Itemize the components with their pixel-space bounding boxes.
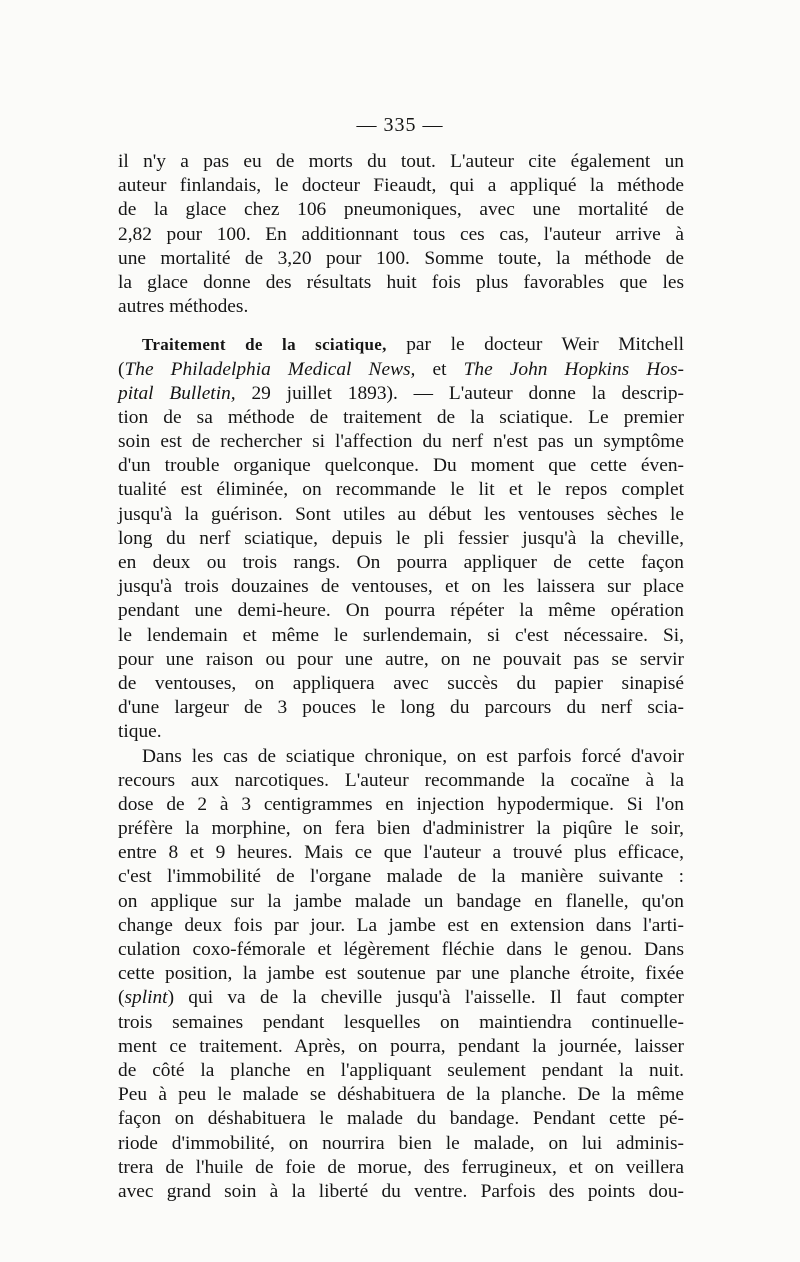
text-line: recours aux narcotiques. L'auteur recommande la cocaïne à la xyxy=(118,769,684,791)
text-span: ) qui va de la cheville jusqu'à l'aisselle. Il faut compter xyxy=(167,987,684,1009)
text-line: de côté la planche en l'appliquant seulement pendant la nuit. xyxy=(118,1059,684,1081)
text-line: tion de sa méthode de traitement de la sciatique. Le premier xyxy=(118,406,684,428)
journal-title: The John Hopkins Hos- xyxy=(463,358,684,380)
section-heading: Traitement de la sciatique, xyxy=(142,335,387,355)
text-line: on applique sur la jambe malade un bandage en flanelle, qu'on xyxy=(118,890,684,912)
text-line: riode d'immobilité, on nourrira bien le malade, on lui adminis- xyxy=(118,1132,684,1154)
journal-title: pital Bulletin, xyxy=(118,382,236,404)
paragraph-chronic-sciatica xyxy=(118,745,684,1205)
text-line xyxy=(118,358,684,382)
text-line: pendant une demi-heure. On pourra répéter la même opération xyxy=(118,600,684,622)
text-line: tualité est éliminée, on recommande le lit et le repos complet xyxy=(118,479,684,501)
text-span: ( xyxy=(118,358,125,380)
text-line: préfère la morphine, on fera bien d'administrer la piqûre le soir, xyxy=(118,818,684,840)
text-line: cette position, la jambe est soutenue par une planche étroite, fixée xyxy=(118,963,684,985)
body-text xyxy=(118,150,684,1204)
text-line: avec grand soin à la liberté du ventre. Parfois des points dou- xyxy=(118,1180,684,1202)
text-line: trera de l'huile de foie de morue, des ferrugineux, et on veillera xyxy=(118,1156,684,1178)
text-line: le lendemain et même le surlendemain, si c'est nécessaire. Si, xyxy=(118,624,684,646)
text-span: 29 juillet 1893). — L'auteur donne la descrip- xyxy=(235,382,684,404)
text-line: trois semaines pendant lesquelles on maintiendra continuelle- xyxy=(118,1011,684,1033)
text-line: tique. xyxy=(118,721,162,743)
text-line: jusqu'à trois douzaines de ventouses, et on les laissera sur place xyxy=(118,576,684,598)
text-line: ment ce traitement. Après, on pourra, pendant la journée, laisser xyxy=(118,1035,684,1057)
text-line xyxy=(118,986,684,1010)
paragraph-sciatica-treatment xyxy=(118,333,684,744)
text-line: dose de 2 à 3 centigrammes en injection hypodermique. Si l'on xyxy=(118,793,684,815)
text-line: Dans les cas de sciatique chronique, on est parfois forcé d'avoir xyxy=(142,745,684,767)
text-line: pour une raison ou pour une autre, on ne pouvait pas se servir xyxy=(118,648,684,670)
text-span: ( xyxy=(118,987,125,1009)
text-line: soin est de rechercher si l'affection du nerf n'est pas un symptôme xyxy=(118,431,684,453)
text-line: la glace donne des résultats huit fois plus favorables que les xyxy=(118,271,684,293)
text-line: jusqu'à la guérison. Sont utiles au début les ventouses sèches le xyxy=(118,503,684,525)
text-line: de la glace chez 106 pneumoniques, avec une mortalité de xyxy=(118,199,684,221)
text-line: d'un trouble organique quelconque. Du moment que cette éven- xyxy=(118,455,684,477)
text-line: change deux fois par jour. La jambe est en extension dans l'arti- xyxy=(118,914,684,936)
text-line: une mortalité de 3,20 pour 100. Somme toute, la méthode de xyxy=(118,247,684,269)
text-line: 2,82 pour 100. En additionnant tous ces cas, l'auteur arrive à xyxy=(118,223,684,245)
text-line: entre 8 et 9 heures. Mais ce que l'auteur a trouvé plus efficace, xyxy=(118,842,684,864)
text-line: il n'y a pas eu de morts du tout. L'auteur cite également un xyxy=(118,151,684,172)
paragraph-ice-method xyxy=(118,150,684,319)
italic-term: splint xyxy=(124,987,168,1009)
text-line: façon on déshabituera le malade du bandage. Pendant cette pé- xyxy=(118,1108,684,1130)
text-line: long du nerf sciatique, depuis le pli fessier jusqu'à la cheville, xyxy=(118,527,684,549)
text-line: de ventouses, on appliquera avec succès du papier sinapisé xyxy=(118,672,684,694)
text-line: culation coxo-fémorale et légèrement fléchie dans le genou. Dans xyxy=(118,939,684,960)
text-line: autres méthodes. xyxy=(118,296,249,318)
text-span: par le docteur Weir Mitchell xyxy=(386,334,685,356)
text-line: d'une largeur de 3 pouces le long du parcours du nerf scia- xyxy=(118,697,684,719)
page-number: — 335 — xyxy=(356,114,444,136)
journal-title: The Philadelphia Medical News, xyxy=(124,358,416,380)
text-line: Peu à peu le malade se déshabituera de la planche. De la même xyxy=(118,1084,684,1106)
text-line: auteur finlandais, le docteur Fieaudt, qui a appliqué la méthode xyxy=(118,175,684,197)
text-line: en deux ou trois rangs. On pourra appliquer de cette façon xyxy=(118,552,684,573)
text-line xyxy=(118,382,684,406)
text-line xyxy=(118,333,684,357)
text-span: et xyxy=(415,358,464,380)
text-line: c'est l'immobilité de l'organe malade de la manière suivante : xyxy=(118,866,684,888)
